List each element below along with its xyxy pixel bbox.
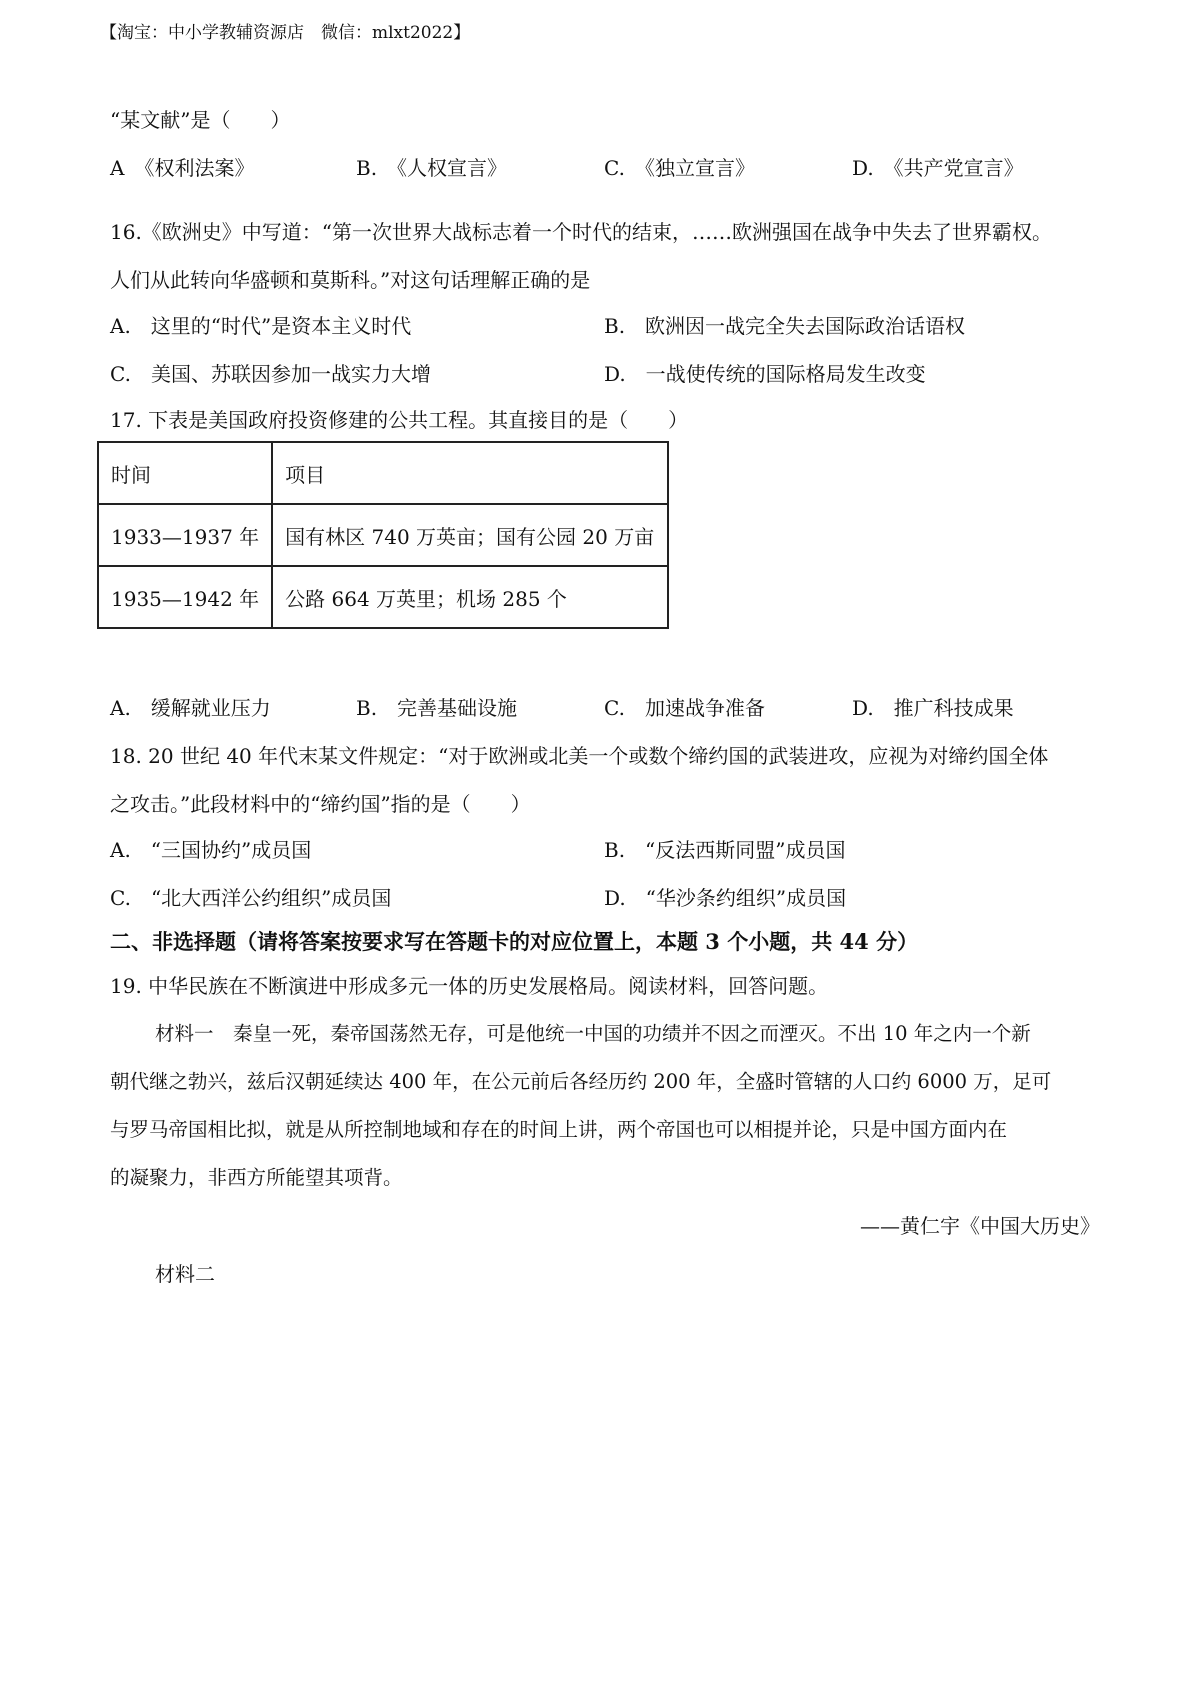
q16-option-c: C. 美国、苏联因参加一战实力大增: [110, 362, 431, 386]
q16-option-b: B. 欧洲因一战完全失去国际政治话语权: [604, 314, 966, 338]
table-cell: 公路 664 万英里；机场 285 个: [272, 566, 668, 628]
q16-stem-line1: 16.《欧洲史》中写道：“第一次世界大战标志着一个时代的结束，……欧洲强国在战争中失去了世界霸权。: [110, 220, 1053, 244]
table-cell: 1935—1942 年: [98, 566, 272, 628]
q19-stem: 19. 中华民族在不断演进中形成多元一体的历史发展格局。阅读材料，回答问题。: [110, 974, 829, 998]
q16-option-d: D. 一战使传统的国际格局发生改变: [604, 362, 926, 386]
material1-line: 与罗马帝国相比拟，就是从所控制地域和存在的时间上讲，两个帝国也可以相提并论，只是中国方面内在: [110, 1118, 1008, 1141]
q18-option-b: B. “反法西斯同盟”成员国: [604, 838, 846, 862]
table-header-time: 时间: [98, 442, 272, 504]
material1-line: 朝代继之勃兴，兹后汉朝延续达 400 年，在公元前后各经历约 200 年，全盛时管辖的人口约 6000 万，足可: [110, 1070, 1052, 1093]
material1-source: ——黄仁宇《中国大历史》: [860, 1214, 1100, 1238]
material2-label: 材料二: [155, 1262, 215, 1286]
q17-stem: 17. 下表是美国政府投资修建的公共工程。其直接目的是（ ）: [110, 408, 689, 432]
table-header-row: [98, 442, 668, 504]
q16-option-a: A. 这里的“时代”是资本主义时代: [110, 314, 412, 338]
q17-option-b: B. 完善基础设施: [356, 696, 518, 720]
material1-line: 的凝聚力，非西方所能望其项背。: [110, 1166, 403, 1189]
q15-option-a: A 《权利法案》: [110, 156, 255, 180]
q17-table: [97, 441, 669, 629]
section-heading: 二、非选择题（请将答案按要求写在答题卡的对应位置上，本题 3 个小题，共 44 分）: [110, 929, 919, 954]
q15-option-b: B. 《人权宣言》: [356, 156, 508, 180]
table-row: [98, 566, 668, 628]
q18-stem-line2: 之攻击。”此段材料中的“缔约国”指的是（ ）: [110, 792, 531, 816]
table-header-project: 项目: [272, 442, 668, 504]
q17-option-c: C. 加速战争准备: [604, 696, 765, 720]
q16-stem-line2: 人们从此转向华盛顿和莫斯科。”对这句话理解正确的是: [110, 268, 591, 292]
table-cell: 1933—1937 年: [98, 504, 272, 566]
q15-option-d: D. 《共产党宣言》: [852, 156, 1024, 180]
q18-option-a: A. “三国协约”成员国: [110, 838, 312, 862]
q17-option-a: A. 缓解就业压力: [110, 696, 271, 720]
q15-stem-tail: “某文献”是（ ）: [110, 108, 291, 132]
q17-option-d: D. 推广科技成果: [852, 696, 1014, 720]
table-cell: 国有林区 740 万英亩；国有公园 20 万亩: [272, 504, 668, 566]
material1-line: 材料一 秦皇一死，秦帝国荡然无存，可是他统一中国的功绩并不因之而湮灭。不出 10 年之内一个新: [155, 1022, 1031, 1045]
q18-stem-line1: 18. 20 世纪 40 年代末某文件规定：“对于欧洲或北美一个或数个缔约国的武装进攻，应视为对缔约国全体: [110, 744, 1049, 768]
watermark-header: 【淘宝：中小学教辅资源店 微信：mlxt2022】: [100, 23, 471, 43]
q18-option-d: D. “华沙条约组织”成员国: [604, 886, 847, 910]
q18-option-c: C. “北大西洋公约组织”成员国: [110, 886, 392, 910]
table-row: [98, 504, 668, 566]
q15-option-c: C. 《独立宣言》: [604, 156, 755, 180]
